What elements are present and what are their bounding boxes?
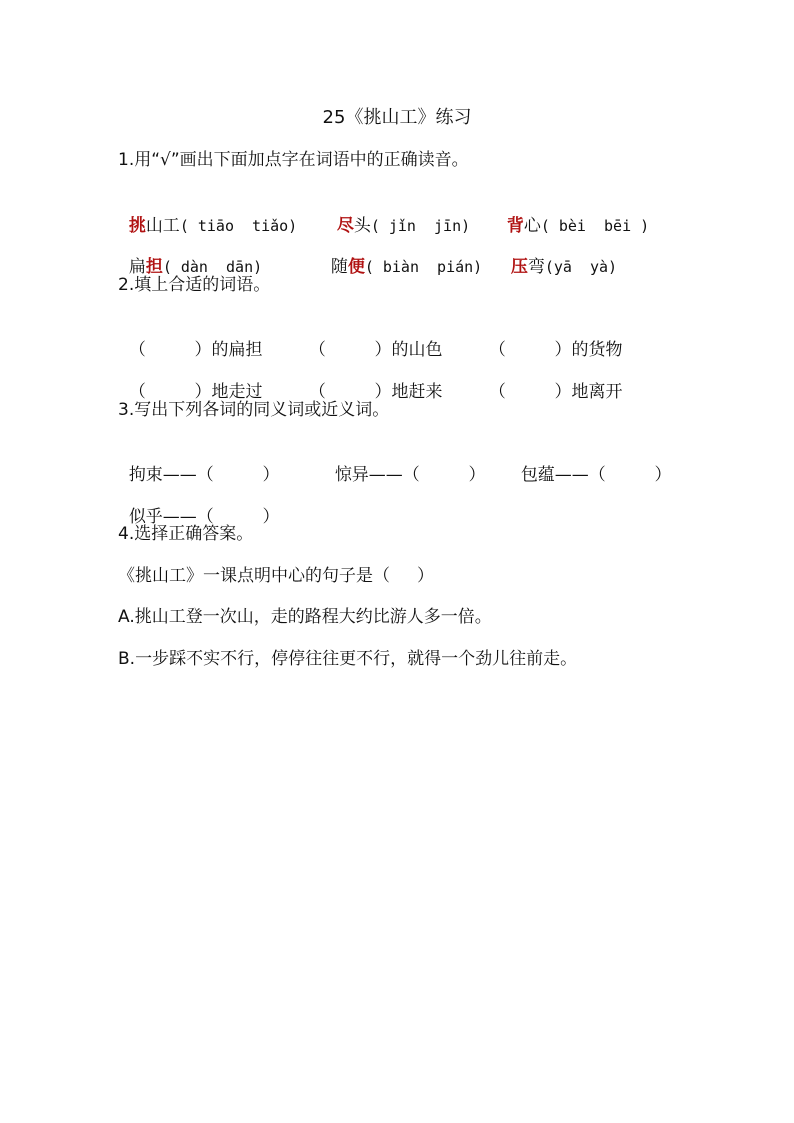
word-rest: 山工 bbox=[145, 216, 180, 236]
synonym-blank: 拘束——（ ） bbox=[128, 465, 280, 485]
pinyin-options: ( dàn dān) bbox=[162, 258, 263, 276]
pinyin-options: ( jǐn jīn) bbox=[370, 217, 471, 235]
q1-item-6 bbox=[511, 255, 617, 279]
q4-heading: 4.选择正确答案。 bbox=[118, 524, 254, 544]
fill-blank: （ ）的山色 bbox=[308, 340, 443, 360]
pinyin-options: (yā yà) bbox=[544, 258, 618, 276]
word-rest: 扁 bbox=[128, 257, 146, 277]
q2-row-1 bbox=[118, 314, 622, 362]
fill-blank: （ ）地赶来 bbox=[308, 382, 443, 402]
pinyin-options: ( biàn pián) bbox=[364, 258, 483, 276]
page-title: 25《挑山工》练习 bbox=[322, 107, 472, 128]
q3-heading: 3.写出下列各词的同义词或近义词。 bbox=[118, 400, 390, 420]
pinyin-options: ( bèi bēi ) bbox=[540, 217, 650, 235]
q2-heading: 2.填上合适的词语。 bbox=[118, 275, 271, 295]
word-rest: 心 bbox=[523, 216, 541, 236]
q4-option-a: A.挑山工登一次山，走的路程大约比游人多一倍。 bbox=[118, 607, 492, 627]
fill-blank: （ ）地走过 bbox=[128, 382, 263, 402]
dotted-char: 便 bbox=[347, 257, 365, 277]
synonym-blank: 似乎——（ ） bbox=[128, 507, 280, 527]
word-rest: 头 bbox=[353, 216, 371, 236]
dotted-char: 挑 bbox=[128, 216, 146, 236]
fill-blank: （ ）的扁担 bbox=[128, 340, 263, 360]
q4-question: 《挑山工》一课点明中心的句子是（ ） bbox=[118, 566, 435, 586]
q1-row-2 bbox=[118, 231, 617, 279]
dotted-char: 压 bbox=[510, 257, 528, 277]
q1-item-5 bbox=[331, 255, 511, 279]
dotted-char: 尽 bbox=[336, 216, 354, 236]
word-rest: 随 bbox=[330, 257, 348, 277]
pinyin-options: ( tiāo tiǎo) bbox=[179, 217, 298, 235]
synonym-blank: 包蕴——（ ） bbox=[520, 465, 672, 485]
synonym-blank: 惊异——（ ） bbox=[334, 465, 486, 485]
dotted-char: 背 bbox=[506, 216, 524, 236]
word-rest: 弯 bbox=[527, 257, 545, 277]
q1-heading: 1.用“√”画出下面加点字在词语中的正确读音。 bbox=[118, 150, 469, 170]
q2-row-2 bbox=[118, 356, 622, 404]
fill-blank: （ ）地离开 bbox=[488, 382, 623, 402]
fill-blank: （ ）的货物 bbox=[488, 340, 623, 360]
q4-option-b: B.一步踩不实不行，停停往往更不行，就得一个劲儿往前走。 bbox=[118, 649, 578, 669]
q3-row-1 bbox=[118, 439, 671, 487]
dotted-char: 担 bbox=[145, 257, 163, 277]
